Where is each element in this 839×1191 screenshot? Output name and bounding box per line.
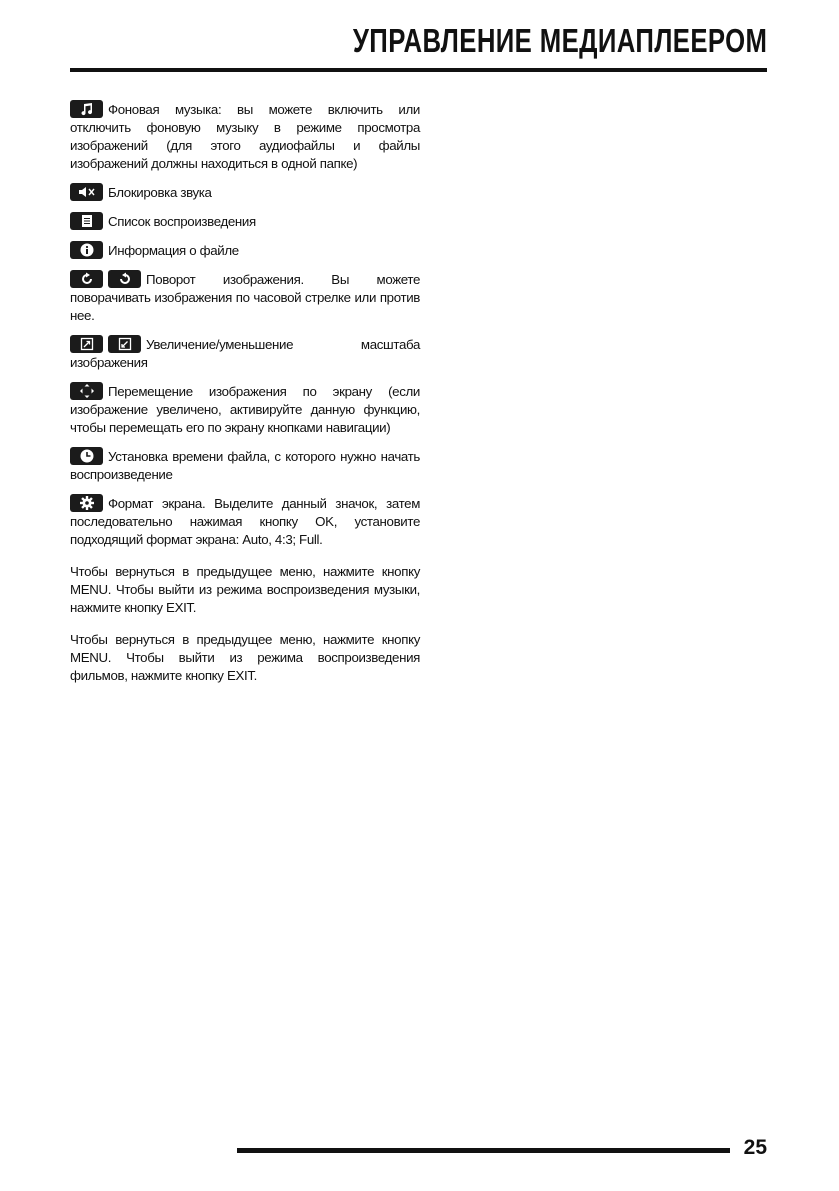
item-text: Перемещение изображения по экрану (если изображение увеличено, активируйте данную функцию, чтобы перемещать его по экрану кнопками навигации) <box>70 384 420 435</box>
item-text: Формат экрана. Выделите данный значок, затем последовательно нажимая кнопку OK, установите подходящий формат экрана: Auto, 4:3; Full. <box>70 496 420 547</box>
item-text: Блокировка звука <box>108 185 212 200</box>
item-text: Фоновая музыка: вы можете включить или отключить фоновую музыку в режиме просмотра изображений (для этого аудиофайлы и файлы изображений должны находиться в одной папке) <box>70 102 420 171</box>
footer-divider <box>237 1148 730 1153</box>
paragraph-movie-exit: Чтобы вернуться в предыдущее меню, нажмите кнопку MENU. Чтобы выйти из режима воспроизведения фильмов, нажмите кнопку EXIT. <box>70 632 420 683</box>
item-aspect-ratio <box>70 494 420 549</box>
item-text: Увеличение/уменьшение масштаба изображения <box>70 337 420 370</box>
item-pan <box>70 382 420 437</box>
item-start-time <box>70 447 420 484</box>
gear-icon <box>70 494 103 512</box>
paragraph-music-exit: Чтобы вернуться в предыдущее меню, нажмите кнопку MENU. Чтобы выйти из режима воспроизведения музыки, нажмите кнопку EXIT. <box>70 564 420 615</box>
item-rotate <box>70 270 420 325</box>
item-playlist <box>70 212 420 231</box>
playlist-icon <box>70 212 103 230</box>
move-icon <box>70 382 103 400</box>
mute-icon <box>70 183 103 201</box>
rotate-counterclockwise-icon <box>108 270 141 288</box>
item-text: Поворот изображения. Вы можете поворачивать изображения по часовой стрелке или против нее. <box>70 272 420 323</box>
item-mute <box>70 183 420 202</box>
item-text: Установка времени файла, с которого нужно начать воспроизведение <box>70 449 420 482</box>
page-number: 25 <box>743 1136 767 1159</box>
clock-icon <box>70 447 103 465</box>
zoom-out-icon <box>108 335 141 353</box>
item-file-info <box>70 241 420 260</box>
zoom-in-icon <box>70 335 103 353</box>
item-background-music <box>70 100 420 173</box>
item-zoom <box>70 335 420 372</box>
music-note-icon <box>70 100 103 118</box>
info-icon <box>70 241 103 259</box>
item-text: Список воспроизведения <box>108 214 256 229</box>
page-title: УПРАВЛЕНИЕ МЕДИАПЛЕЕРОМ <box>352 22 767 59</box>
content-column <box>70 100 420 685</box>
item-text: Информация о файле <box>108 243 239 258</box>
rotate-clockwise-icon <box>70 270 103 288</box>
title-divider <box>70 68 767 72</box>
